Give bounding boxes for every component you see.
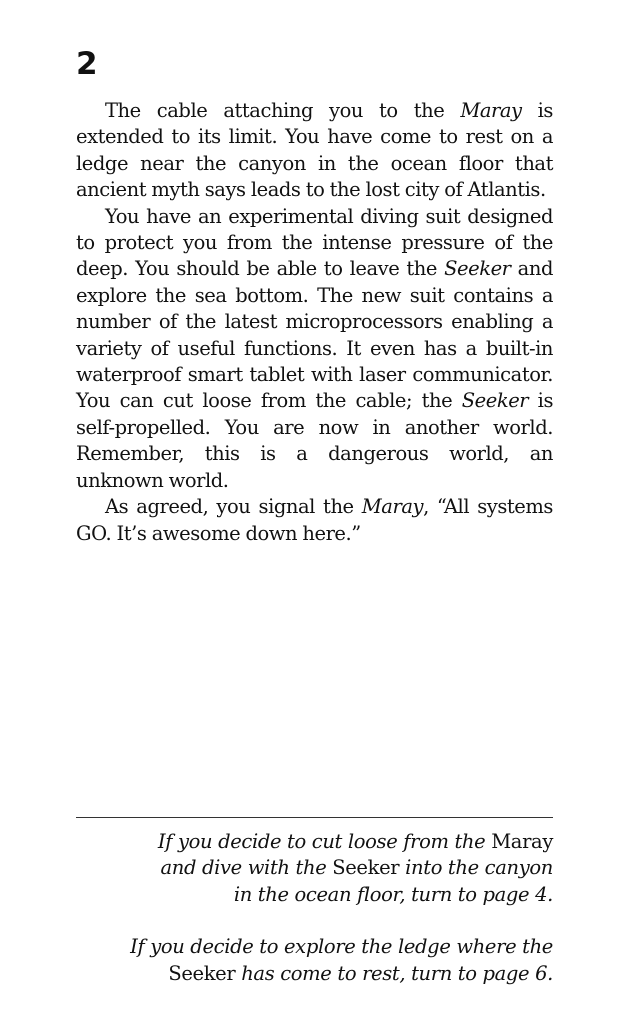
choice-line: If you decide to explore the ledge where the	[130, 935, 553, 959]
story-text	[76, 98, 553, 547]
story-paragraph-2	[76, 204, 553, 494]
page-number: 2	[76, 46, 98, 82]
story-text-segment: and explore the sea bottom. The new suit contains a number of the latest microprocessors enabling a variety of useful functions. It even has a built-in waterproof smart tablet with laser communicator. You can cut loose from the cable; the	[76, 257, 553, 413]
submersible-name: Seeker	[168, 961, 236, 985]
story-text-segment: The cable attaching you to the	[105, 99, 461, 122]
choice-text: If you decide to cut loose from the	[157, 830, 492, 853]
choice-turn-to-page-4[interactable]	[76, 829, 553, 908]
story-text-segment: You have an experimental diving suit designed to protect you from the intense pressure of the deep. You should be able to leave the	[76, 204, 553, 281]
choice-line: in the ocean floor, turn to page 4.	[233, 882, 553, 906]
choice-turn-to-page-6[interactable]	[76, 934, 553, 987]
story-paragraph-1	[76, 98, 553, 204]
ship-name: Maray	[491, 830, 553, 853]
choices	[76, 829, 553, 987]
submersible-name: Seeker	[332, 856, 400, 880]
story-text-segment: is extended to its limit. You have come to rest on a ledge near the canyon in the ocean floor that ancient myth says leads to the lost city of Atlantis.	[76, 99, 553, 202]
choice-text: into the canyon	[399, 856, 553, 880]
story-text-segment: is self-propelled. You are now in another world. Remember, this is a dangerous world, an unknown world.	[76, 389, 554, 492]
submersible-name: Seeker	[461, 389, 529, 413]
story-paragraph-3	[76, 494, 553, 547]
choice-line	[76, 829, 553, 855]
choice-text: has come to rest, turn to page 6.	[235, 961, 553, 985]
story-text-segment: As agreed, you signal the	[105, 495, 362, 519]
story-text-segment: , “All systems GO. It’s awesome down here.”	[76, 495, 553, 545]
choices-divider	[76, 817, 553, 818]
choice-text: and dive with the	[160, 856, 333, 880]
choice-line	[76, 961, 553, 987]
submersible-name: Seeker	[444, 257, 511, 281]
choice-line	[76, 855, 553, 881]
ship-name: Maray	[460, 99, 522, 122]
ship-name: Maray	[361, 495, 424, 519]
